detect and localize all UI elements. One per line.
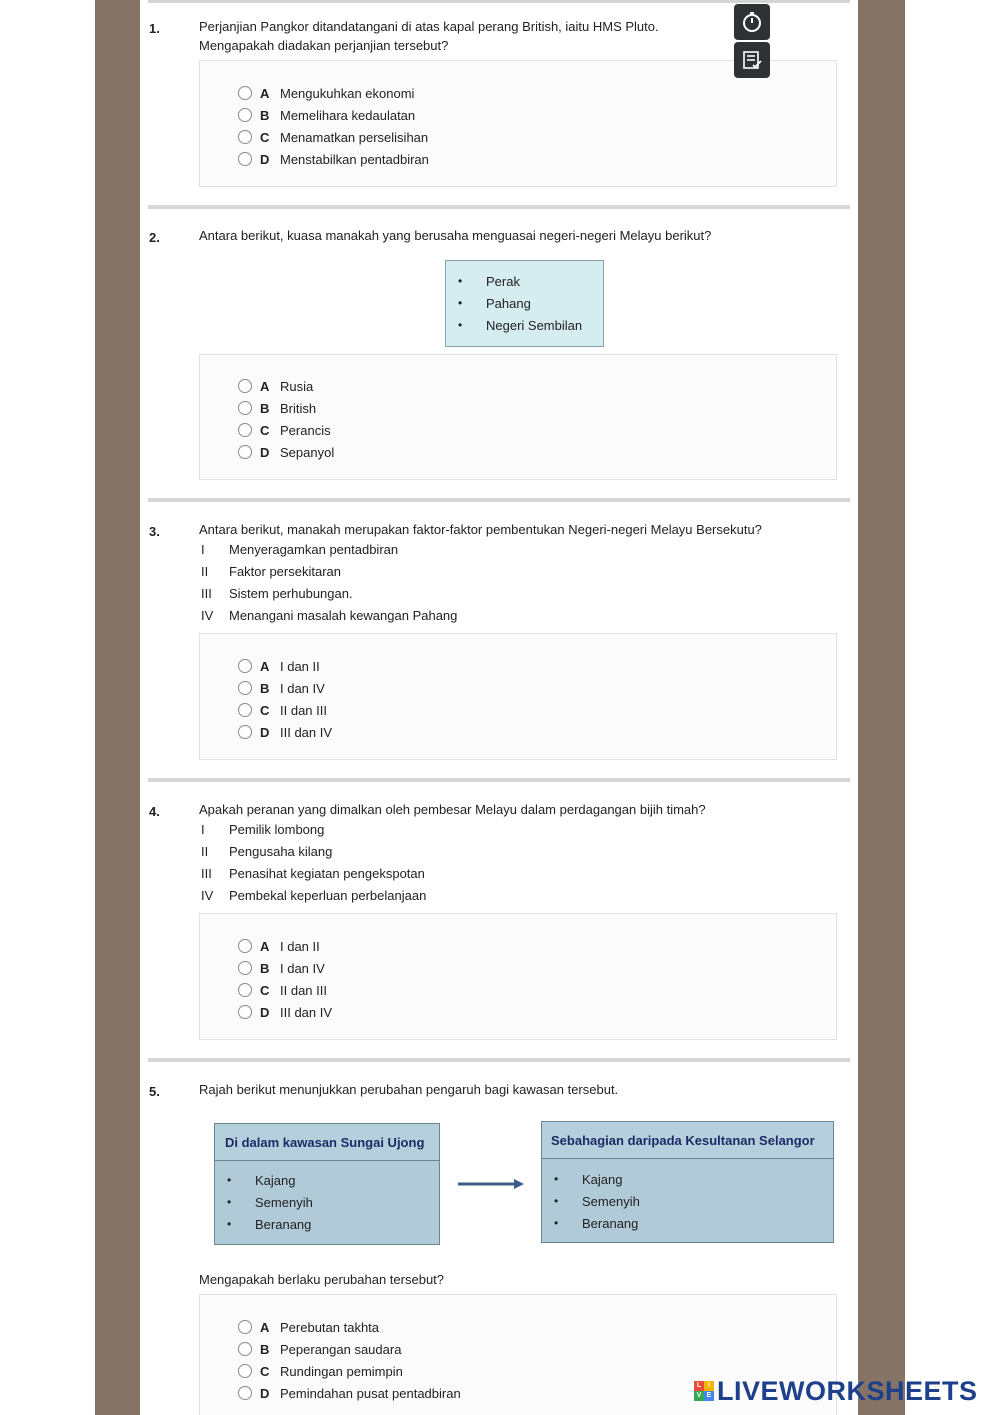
- diagram-item: [227, 1171, 295, 1189]
- question-text-line: Perjanjian Pangkor ditandatangani di atas kapal perang British, iaitu HMS Pluto.: [199, 19, 659, 34]
- question-divider: [148, 498, 850, 502]
- diagram-item: [554, 1192, 640, 1210]
- diagram-left-box: [214, 1123, 440, 1245]
- option-text: I dan II: [280, 658, 320, 674]
- option-text: Rundingan pemimpin: [280, 1363, 403, 1379]
- radio-button[interactable]: [238, 130, 252, 144]
- option-text: Menamatkan perselisihan: [280, 129, 429, 145]
- question-number: 4.: [149, 804, 160, 819]
- state-name: Pahang: [486, 295, 531, 311]
- option-letter: B: [260, 1341, 270, 1357]
- option-c[interactable]: [238, 701, 327, 719]
- brand-name: LIVEWORKSHEETS: [717, 1375, 978, 1406]
- radio-button[interactable]: [238, 1005, 252, 1019]
- radio-button[interactable]: [238, 86, 252, 100]
- option-text: Perancis: [280, 422, 331, 438]
- radio-button[interactable]: [238, 681, 252, 695]
- place-name: Kajang: [255, 1172, 296, 1188]
- state-name: Negeri Sembilan: [486, 317, 583, 333]
- option-d[interactable]: [238, 443, 334, 461]
- radio-button[interactable]: [238, 725, 252, 739]
- question-text-line: Mengapakah diadakan perjanjian tersebut?: [199, 38, 449, 53]
- option-text: Peperangan saudara: [280, 1341, 402, 1357]
- state-item: [458, 316, 582, 334]
- arrow-right-icon: [458, 1178, 524, 1190]
- option-letter: C: [260, 129, 270, 145]
- option-text: Mengukuhkan ekonomi: [280, 85, 415, 101]
- option-letter: C: [260, 982, 270, 998]
- option-letter: A: [260, 1319, 270, 1335]
- statement-row: [199, 864, 425, 882]
- option-letter: C: [260, 1363, 270, 1379]
- statement-row: [199, 540, 398, 558]
- question-text-line: Antara berikut, kuasa manakah yang berusaha menguasai negeri-negeri Melayu berikut?: [199, 228, 712, 243]
- logo-letter: V: [694, 1391, 704, 1401]
- answer-options-box: [199, 633, 837, 760]
- radio-button[interactable]: [238, 1342, 252, 1356]
- statement-row: [199, 562, 341, 580]
- option-b[interactable]: [238, 959, 325, 977]
- option-letter: B: [260, 107, 270, 123]
- bullet: •: [227, 1217, 232, 1231]
- statement-row: [199, 820, 324, 838]
- option-letter: D: [260, 724, 270, 740]
- checklist-button[interactable]: [734, 42, 770, 78]
- question-text: [199, 226, 711, 245]
- option-b[interactable]: [238, 106, 415, 124]
- option-text: I dan IV: [280, 680, 325, 696]
- option-letter: A: [260, 938, 270, 954]
- radio-button[interactable]: [238, 703, 252, 717]
- radio-button[interactable]: [238, 1320, 252, 1334]
- statement-text: Pembekal keperluan perbelanjaan: [229, 887, 427, 903]
- diagram-left-title: Di dalam kawasan Sungai Ujong: [215, 1124, 439, 1161]
- place-name: Kajang: [582, 1171, 623, 1187]
- option-text: Menstabilkan pentadbiran: [280, 151, 429, 167]
- bullet: •: [227, 1173, 232, 1187]
- right-margin: [858, 0, 905, 1415]
- radio-button[interactable]: [238, 152, 252, 166]
- question-number: 5.: [149, 1084, 160, 1099]
- statement-row: [199, 886, 426, 904]
- question-text: [199, 1080, 618, 1099]
- question-text-line: Apakah peranan yang dimalkan oleh pembesar Melayu dalam perdagangan bijih timah?: [199, 802, 706, 817]
- diagram-item: [554, 1170, 622, 1188]
- diagram-item: [554, 1214, 638, 1232]
- diagram-right-title: Sebahagian daripada Kesultanan Selangor: [542, 1122, 833, 1159]
- question-number: 1.: [149, 21, 160, 36]
- option-letter: D: [260, 444, 270, 460]
- question-divider: [148, 205, 850, 209]
- question-number: 2.: [149, 230, 160, 245]
- option-text: II dan III: [280, 702, 327, 718]
- liveworksheets-brand[interactable]: [694, 1376, 978, 1406]
- roman-numeral: II: [201, 843, 209, 859]
- option-c[interactable]: [238, 128, 428, 146]
- diagram-item: [227, 1215, 311, 1233]
- option-b[interactable]: [238, 399, 316, 417]
- answer-options-box: [199, 60, 837, 187]
- place-name: Semenyih: [582, 1193, 640, 1209]
- bullet: •: [554, 1172, 559, 1186]
- option-d[interactable]: [238, 723, 332, 741]
- roman-numeral: IV: [201, 887, 214, 903]
- bullet: •: [458, 318, 463, 332]
- option-letter: C: [260, 702, 270, 718]
- state-item: [458, 272, 520, 290]
- radio-button[interactable]: [238, 423, 252, 437]
- timer-button[interactable]: [734, 4, 770, 40]
- option-letter: A: [260, 658, 270, 674]
- left-margin: [95, 0, 140, 1415]
- option-text: I dan II: [280, 938, 320, 954]
- option-text: III dan IV: [280, 1004, 333, 1020]
- option-text: Pemindahan pusat pentadbiran: [280, 1385, 461, 1401]
- radio-button[interactable]: [238, 445, 252, 459]
- option-d[interactable]: [238, 150, 429, 168]
- option-text: Sepanyol: [280, 444, 335, 460]
- radio-button[interactable]: [238, 961, 252, 975]
- option-text: I dan IV: [280, 960, 325, 976]
- liveworksheets-logo-icon: [694, 1381, 714, 1401]
- statement-text: Menyeragamkan pentadbiran: [229, 541, 399, 557]
- statement-text: Sistem perhubungan.: [229, 585, 353, 601]
- roman-numeral: II: [201, 563, 209, 579]
- option-a[interactable]: [238, 1318, 379, 1336]
- roman-numeral: I: [201, 541, 205, 557]
- option-letter: D: [260, 1004, 270, 1020]
- roman-numeral: III: [201, 865, 212, 881]
- option-c[interactable]: [238, 1362, 403, 1380]
- option-letter: B: [260, 680, 270, 696]
- diagram-item: [227, 1193, 313, 1211]
- option-c[interactable]: [238, 981, 327, 999]
- statement-text: Pemilik lombong: [229, 821, 325, 837]
- statement-text: Pengusaha kilang: [229, 843, 333, 859]
- option-letter: A: [260, 378, 270, 394]
- statement-text: Penasihat kegiatan pengekspotan: [229, 865, 425, 881]
- top-divider: [148, 0, 850, 3]
- option-c[interactable]: [238, 421, 331, 439]
- option-text: Perebutan takhta: [280, 1319, 380, 1335]
- statement-row: [199, 584, 353, 602]
- question-text: [199, 800, 706, 819]
- option-d[interactable]: [238, 1003, 332, 1021]
- option-text: II dan III: [280, 982, 327, 998]
- question-text: [199, 520, 762, 539]
- question-divider: [148, 1058, 850, 1062]
- option-letter: D: [260, 151, 270, 167]
- checklist-icon: [741, 49, 763, 71]
- option-text: British: [280, 400, 317, 416]
- option-b[interactable]: [238, 1340, 401, 1358]
- roman-numeral: I: [201, 821, 205, 837]
- logo-letter: I: [704, 1381, 714, 1391]
- states-box: [445, 260, 604, 347]
- question-text-line: Antara berikut, manakah merupakan faktor-faktor pembentukan Negeri-negeri Melayu Bersekutu?: [199, 522, 762, 537]
- question-number: 3.: [149, 524, 160, 539]
- option-letter: B: [260, 400, 270, 416]
- roman-numeral: IV: [201, 607, 214, 623]
- statement-row: [199, 842, 332, 860]
- logo-letter: E: [704, 1391, 714, 1401]
- option-b[interactable]: [238, 679, 325, 697]
- radio-button[interactable]: [238, 379, 252, 393]
- statement-text: Faktor persekitaran: [229, 563, 341, 579]
- place-name: Beranang: [582, 1215, 639, 1231]
- radio-button[interactable]: [238, 983, 252, 997]
- option-text: Rusia: [280, 378, 314, 394]
- option-a[interactable]: [238, 84, 414, 102]
- bullet: •: [458, 274, 463, 288]
- statement-text: Menangani masalah kewangan Pahang: [229, 607, 458, 623]
- bullet: •: [554, 1194, 559, 1208]
- radio-button[interactable]: [238, 659, 252, 673]
- option-a[interactable]: [238, 377, 313, 395]
- diagram-right-box: [541, 1121, 834, 1243]
- radio-button[interactable]: [238, 939, 252, 953]
- statement-row: [199, 606, 457, 624]
- timer-icon: [741, 11, 763, 33]
- bullet: •: [227, 1195, 232, 1209]
- place-name: Semenyih: [255, 1194, 313, 1210]
- answer-options-box: [199, 913, 837, 1040]
- state-item: [458, 294, 531, 312]
- option-a[interactable]: [238, 937, 320, 955]
- radio-button[interactable]: [238, 108, 252, 122]
- state-name: Perak: [486, 273, 520, 289]
- option-letter: B: [260, 960, 270, 976]
- bullet: •: [554, 1216, 559, 1230]
- option-text: Memelihara kedaulatan: [280, 107, 416, 123]
- option-text: III dan IV: [280, 724, 333, 740]
- question-text: [199, 17, 659, 55]
- radio-button[interactable]: [238, 1364, 252, 1378]
- roman-numeral: III: [201, 585, 212, 601]
- question-divider: [148, 778, 850, 782]
- followup-question: Mengapakah berlaku perubahan tersebut?: [199, 1272, 445, 1287]
- option-d[interactable]: [238, 1384, 461, 1402]
- option-letter: C: [260, 422, 270, 438]
- radio-button[interactable]: [238, 401, 252, 415]
- option-a[interactable]: [238, 657, 320, 675]
- question-text-line: Rajah berikut menunjukkan perubahan pengaruh bagi kawasan tersebut.: [199, 1082, 619, 1097]
- logo-letter: L: [694, 1381, 704, 1391]
- place-name: Beranang: [255, 1216, 312, 1232]
- option-letter: A: [260, 85, 270, 101]
- option-letter: D: [260, 1385, 270, 1401]
- radio-button[interactable]: [238, 1386, 252, 1400]
- answer-options-box: [199, 354, 837, 480]
- bullet: •: [458, 296, 463, 310]
